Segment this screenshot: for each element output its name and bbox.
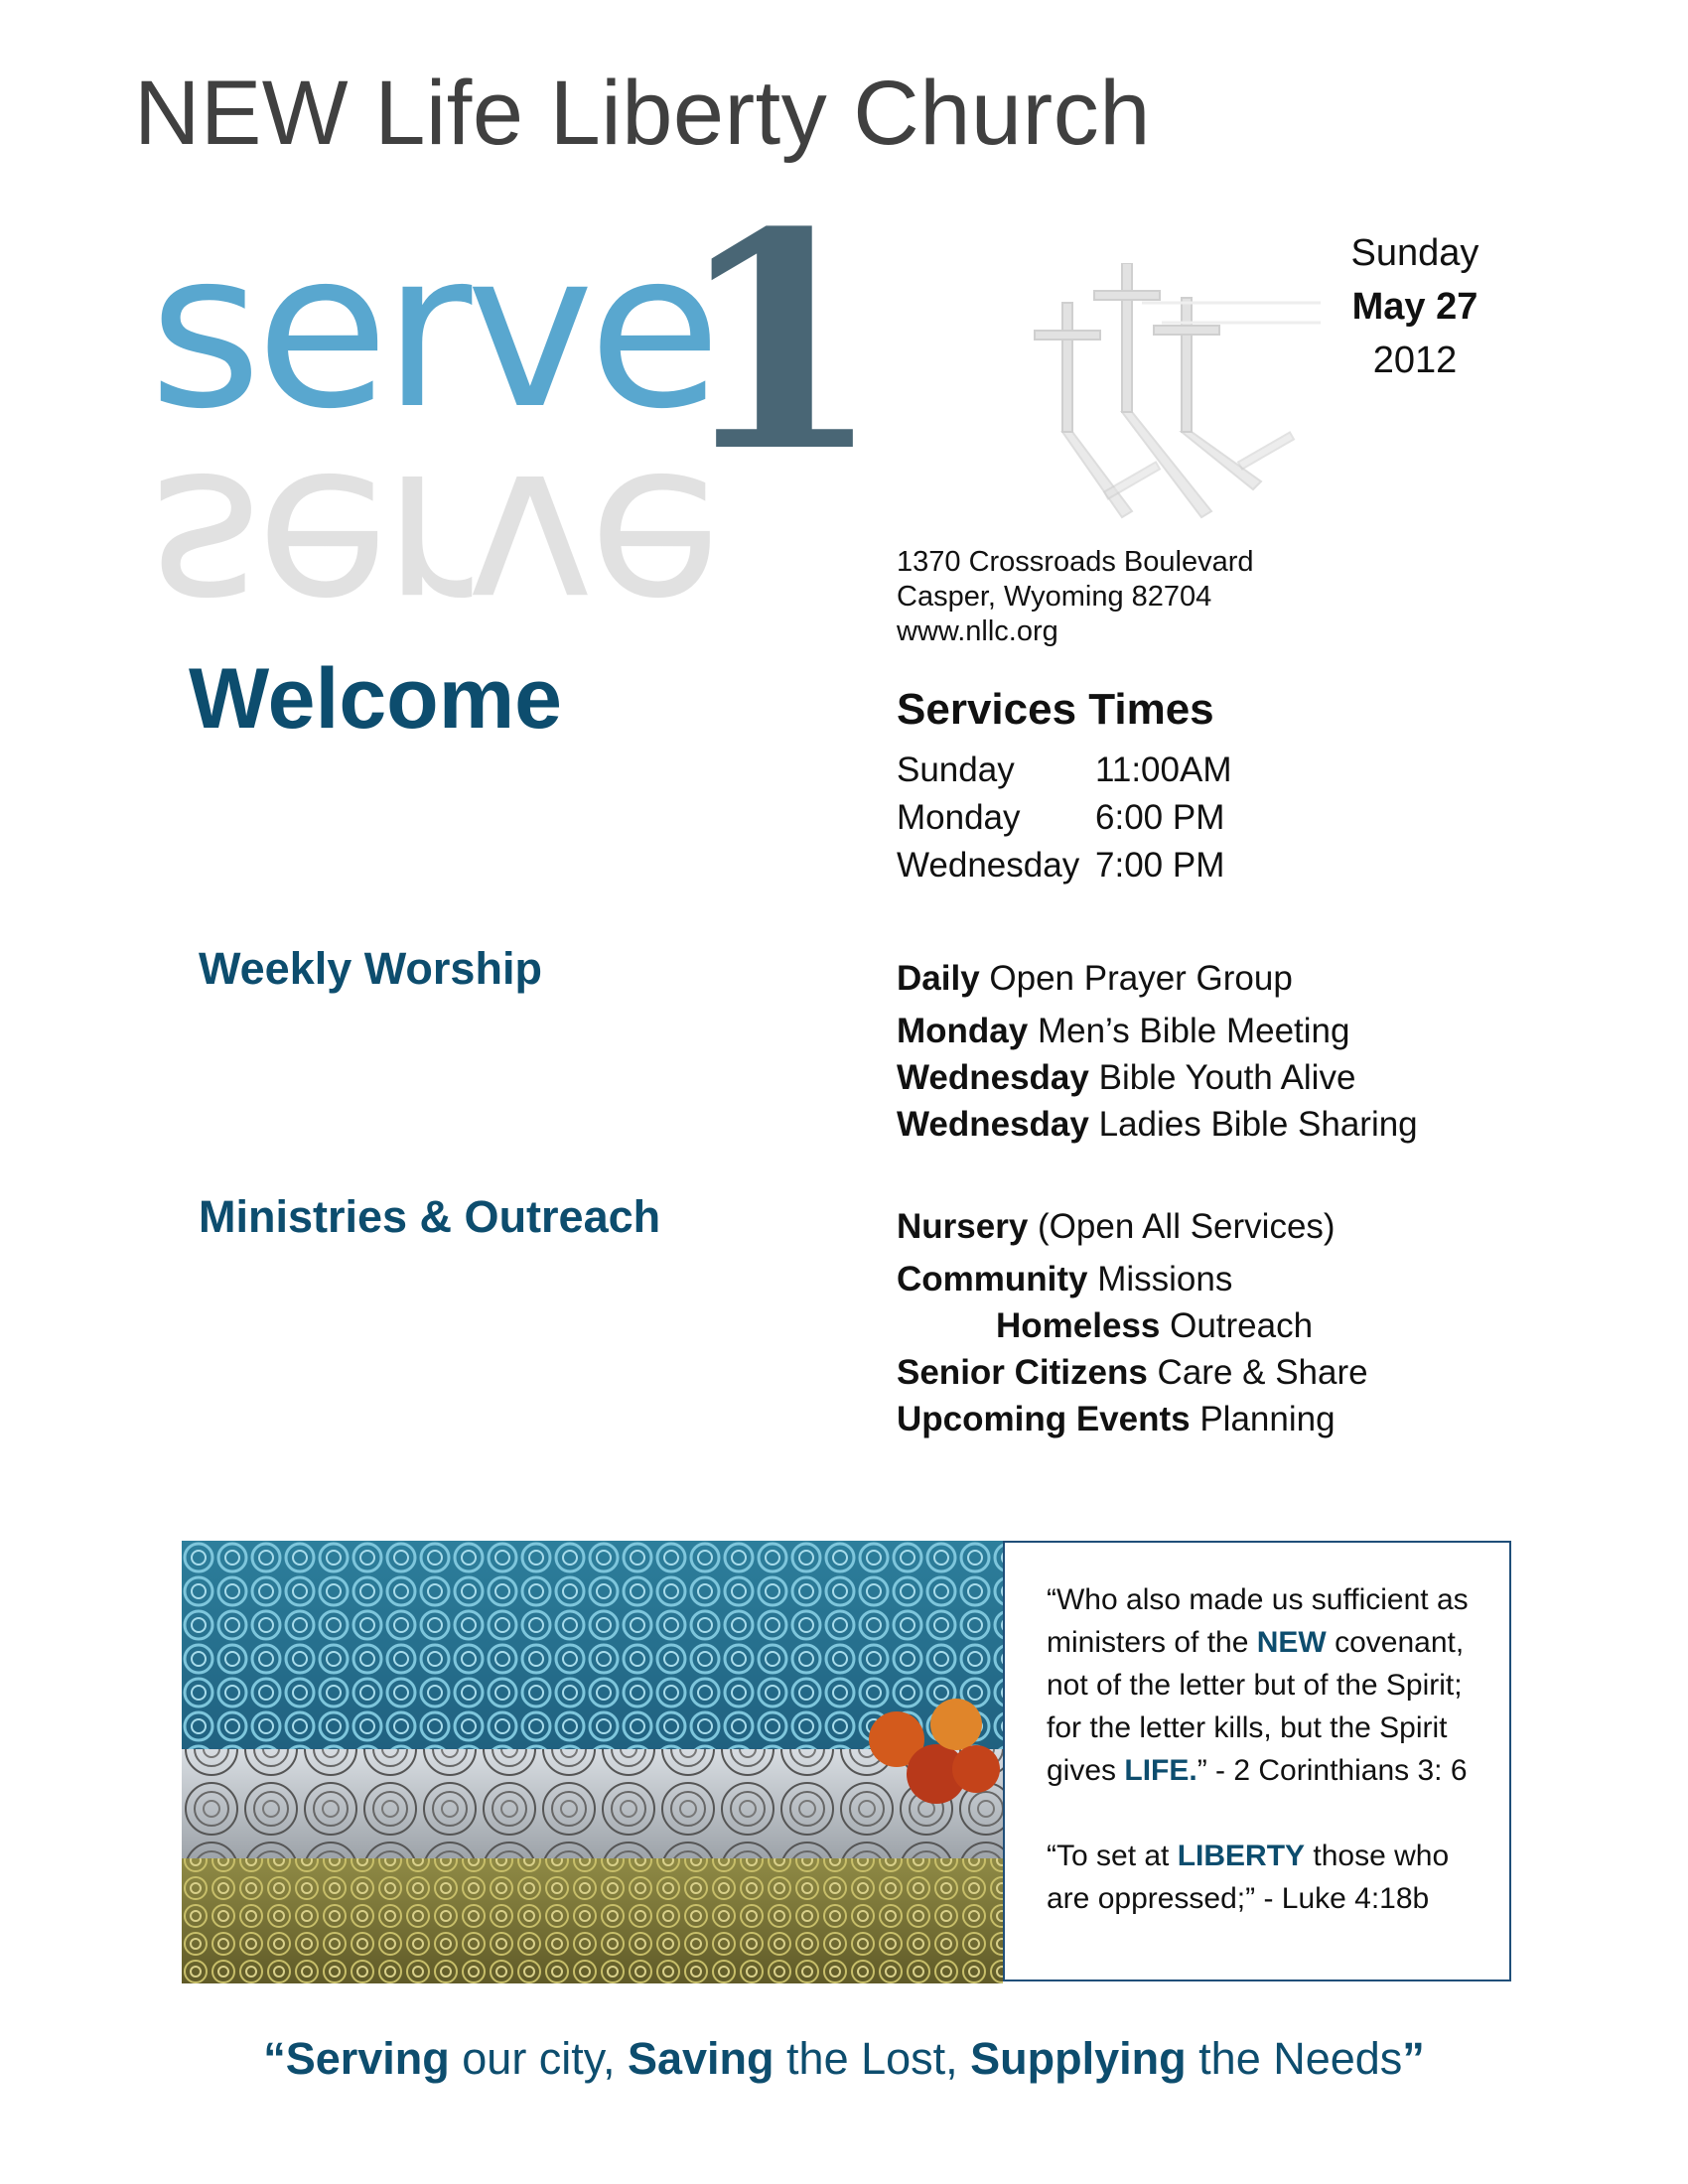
item-bold: Community	[897, 1260, 1088, 1298]
church-address	[897, 545, 1253, 649]
ministries-list	[897, 1203, 1368, 1442]
quote-highlight: LIFE.	[1124, 1754, 1197, 1787]
logo-numeral: 1	[675, 167, 883, 517]
item-text: Planning	[1190, 1400, 1336, 1438]
tagline-text: our city,	[449, 2033, 628, 2084]
list-item	[897, 1349, 1368, 1396]
list-item	[897, 1101, 1418, 1148]
item-text: Ladies Bible Sharing	[1088, 1105, 1418, 1144]
date-year: 2012	[1372, 340, 1458, 381]
quote-line: are oppressed;” - Luke 4:18b	[1047, 1882, 1430, 1915]
logo-reflection: serve	[149, 425, 716, 676]
quote-text: ” - 2 Corinthians 3: 6	[1196, 1754, 1468, 1787]
list-item	[897, 955, 1418, 1002]
item-bold: Monday	[897, 1012, 1029, 1050]
service-time: 6:00 PM	[1095, 798, 1225, 837]
quote-text: those who	[1305, 1840, 1450, 1872]
item-bold: Upcoming Events	[897, 1400, 1191, 1438]
list-item	[897, 1396, 1368, 1442]
tagline-text: the Lost,	[774, 2033, 971, 2084]
quote-line	[1047, 1621, 1491, 1664]
tagline-close-quote: ”	[1402, 2033, 1425, 2084]
service-time: 11:00AM	[1095, 751, 1232, 789]
item-text: Missions	[1087, 1260, 1233, 1298]
mosaic-image	[182, 1541, 1003, 1983]
service-day: Monday	[897, 798, 1021, 837]
weekly-worship-list	[897, 955, 1418, 1148]
service-day: Sunday	[897, 751, 1015, 789]
address-street: 1370 Crossroads Boulevard	[897, 546, 1254, 578]
services-table	[897, 747, 1232, 889]
item-text: (Open All Services)	[1028, 1207, 1336, 1246]
tagline-open-quote: “	[263, 2033, 286, 2084]
logo-word: serve	[149, 205, 716, 457]
item-text: Care & Share	[1147, 1353, 1368, 1392]
item-text: Open Prayer Group	[979, 959, 1293, 998]
weekly-worship-label: Weekly Worship	[199, 943, 542, 994]
list-item	[897, 1054, 1418, 1101]
item-text: Men’s Bible Meeting	[1028, 1012, 1350, 1050]
ministries-label: Ministries & Outreach	[199, 1191, 661, 1242]
tagline-text: the Needs	[1186, 2033, 1403, 2084]
service-time: 7:00 PM	[1095, 846, 1225, 885]
footer-tagline	[0, 2033, 1688, 2085]
list-item	[897, 1302, 1368, 1349]
quote-line: “Who also made us sufficient as	[1047, 1583, 1469, 1616]
services-heading: Services Times	[897, 685, 1214, 734]
item-bold: Senior Citizens	[897, 1353, 1148, 1392]
tagline-word: Supplying	[970, 2033, 1187, 2084]
service-row	[897, 747, 1232, 794]
list-item	[897, 1008, 1418, 1054]
quote-highlight: NEW	[1256, 1626, 1327, 1659]
quote-highlight: LIBERTY	[1177, 1840, 1306, 1872]
quote-text: gives	[1047, 1754, 1125, 1787]
address-city: Casper, Wyoming 82704	[897, 581, 1212, 613]
address-website: www.nllc.org	[897, 615, 1058, 647]
welcome-heading: Welcome	[189, 651, 562, 747]
quote-line	[1047, 1749, 1491, 1792]
quote-line	[1047, 1835, 1491, 1877]
item-text: Bible Youth Alive	[1088, 1058, 1356, 1097]
item-bold: Daily	[897, 959, 980, 998]
date-weekday: Sunday	[1350, 232, 1479, 274]
tagline-word: Serving	[285, 2033, 450, 2084]
service-row	[897, 794, 1232, 842]
tagline-word: Saving	[627, 2033, 774, 2084]
quote-line: not of the letter but of the Spirit;	[1047, 1669, 1463, 1702]
scripture-quote-box	[1003, 1541, 1511, 1981]
date-month-day: May 27	[1351, 286, 1478, 328]
list-item	[897, 1203, 1368, 1250]
quote-text: ministers of the	[1047, 1626, 1257, 1659]
church-title: NEW Life Liberty Church	[134, 63, 1151, 164]
serve1-logo	[149, 167, 904, 676]
item-bold: Homeless	[996, 1306, 1161, 1345]
item-text: Outreach	[1160, 1306, 1314, 1345]
item-bold: Nursery	[897, 1207, 1029, 1246]
list-item	[897, 1256, 1368, 1302]
service-day: Wednesday	[897, 846, 1080, 885]
item-bold: Wednesday	[897, 1058, 1089, 1097]
quote-text: “To set at	[1047, 1840, 1178, 1872]
item-bold: Wednesday	[897, 1105, 1089, 1144]
service-row	[897, 842, 1232, 889]
quote-text: covenant,	[1326, 1626, 1465, 1659]
bulletin-date	[1276, 226, 1554, 387]
quote-line: for the letter kills, but the Spirit	[1047, 1711, 1448, 1744]
